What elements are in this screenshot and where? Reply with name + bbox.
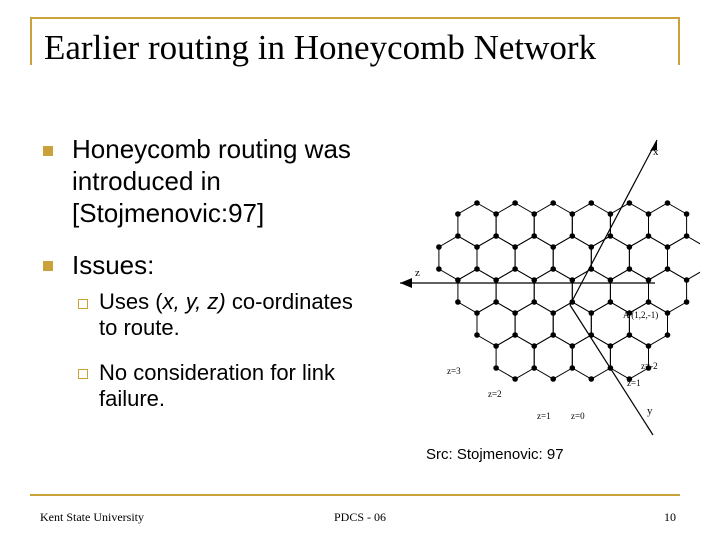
honeycomb-cell: [496, 203, 534, 247]
honeycomb-node: [608, 211, 614, 217]
honeycomb-node: [455, 233, 461, 239]
honeycomb-cell: [439, 236, 477, 280]
honeycomb-node: [512, 310, 518, 316]
honeycomb-node: [684, 211, 690, 217]
honeycomb-cell: [649, 269, 687, 313]
honeycomb-node: [684, 277, 690, 283]
honeycomb-node: [665, 266, 671, 272]
honeycomb-cell: [591, 236, 629, 280]
title-frame-right: [678, 17, 680, 65]
honeycomb-node: [570, 343, 576, 349]
slide-title: Earlier routing in Honeycomb Network: [44, 28, 597, 67]
honeycomb-node: [455, 211, 461, 217]
honeycomb-node: [608, 233, 614, 239]
honeycomb-node: [531, 233, 537, 239]
honeycomb-node: [474, 332, 480, 338]
honeycomb-cell: [534, 203, 572, 247]
point-a-label: A (1,2,-1): [623, 310, 659, 320]
honeycomb-figure: [395, 135, 700, 440]
honeycomb-node: [589, 244, 595, 250]
footer-divider: [30, 494, 680, 496]
coordinate-axes: [400, 140, 657, 435]
honeycomb-cell: [610, 269, 648, 313]
honeycomb-cell: [629, 302, 667, 346]
honeycomb-node: [531, 299, 537, 305]
honeycomb-node: [493, 233, 499, 239]
bullet-text-issues: Issues:: [72, 250, 155, 280]
honeycomb-node: [646, 299, 652, 305]
honeycomb-node: [531, 211, 537, 217]
honeycomb-node: [550, 310, 556, 316]
honeycomb-cell: [496, 269, 534, 313]
honeycomb-cell: [458, 203, 496, 247]
sub-bullet-coordinates-em: x, y, z): [162, 289, 226, 314]
honeycomb-cell: [515, 236, 553, 280]
honeycomb-node: [608, 299, 614, 305]
honeycomb-node: [570, 233, 576, 239]
page-number: 10: [664, 510, 676, 524]
honeycomb-node: [608, 277, 614, 283]
honeycomb-node: [665, 310, 671, 316]
honeycomb-node: [646, 233, 652, 239]
honeycomb-cell: [610, 335, 648, 379]
bullet-text-routing: Honeycomb routing was introduced in [Stojmenovic:97]: [72, 134, 351, 228]
honeycomb-node: [455, 299, 461, 305]
honeycomb-node: [684, 233, 690, 239]
z-axis-label: z: [415, 267, 420, 279]
honeycomb-node: [512, 332, 518, 338]
honeycomb-nodes: [436, 200, 700, 382]
honeycomb-node: [665, 200, 671, 206]
honeycomb-cell: [553, 236, 591, 280]
hollow-square-bullet-icon: [78, 369, 88, 379]
honeycomb-node: [627, 266, 633, 272]
line-label-z0: z=0: [571, 411, 585, 421]
line-label-z1-bottom: z=1: [537, 411, 551, 421]
honeycomb-node: [550, 244, 556, 250]
honeycomb-node: [455, 277, 461, 283]
honeycomb-node: [493, 343, 499, 349]
honeycomb-node: [627, 332, 633, 338]
honeycomb-node: [474, 310, 480, 316]
honeycomb-node: [589, 310, 595, 316]
honeycomb-node: [493, 211, 499, 217]
honeycomb-cell: [572, 335, 610, 379]
y-axis-label: y: [647, 405, 653, 417]
honeycomb-cell: [477, 302, 515, 346]
footer-course: PDCS - 06: [334, 510, 387, 524]
honeycomb-node: [436, 244, 442, 250]
honeycomb-node: [589, 376, 595, 382]
honeycomb-node: [550, 376, 556, 382]
honeycomb-node: [474, 244, 480, 250]
line-label-z-minus2: z=-2: [641, 361, 658, 371]
honeycomb-node: [550, 200, 556, 206]
line-label-z1-right: z=1: [627, 378, 641, 388]
honeycomb-cell: [629, 236, 667, 280]
honeycomb-node: [684, 299, 690, 305]
honeycomb-node: [646, 211, 652, 217]
x-axis-line: [570, 140, 657, 305]
honeycomb-cell: [458, 269, 496, 313]
honeycomb-node: [512, 266, 518, 272]
honeycomb-cell: [515, 302, 553, 346]
honeycomb-node: [589, 200, 595, 206]
line-label-z3: z=3: [447, 366, 461, 376]
honeycomb-node: [570, 211, 576, 217]
honeycomb-node: [608, 343, 614, 349]
honeycomb-cell: [534, 335, 572, 379]
footer-institution: Kent State University: [40, 510, 144, 524]
honeycomb-cell: [610, 203, 648, 247]
honeycomb-cell: [649, 203, 687, 247]
sub-bullet-coordinates-b: co-ordinates to route.: [99, 289, 353, 340]
honeycomb-cell: [668, 236, 701, 280]
honeycomb-node: [512, 244, 518, 250]
sub-bullet-coordinates: [99, 289, 369, 341]
square-bullet-icon: [43, 261, 53, 271]
honeycomb-cell: [477, 236, 515, 280]
honeycomb-node: [512, 200, 518, 206]
honeycomb-cell: [591, 302, 629, 346]
honeycomb-cell: [534, 269, 572, 313]
honeycomb-node: [665, 332, 671, 338]
honeycomb-cell: [496, 335, 534, 379]
honeycomb-node: [646, 277, 652, 283]
x-axis-label: x: [653, 146, 659, 158]
honeycomb-node: [493, 365, 499, 371]
honeycomb-node: [474, 200, 480, 206]
honeycomb-node: [550, 266, 556, 272]
sub-bullet-coordinates-a: Uses (: [99, 289, 163, 314]
honeycomb-node: [512, 376, 518, 382]
honeycomb-node: [436, 266, 442, 272]
honeycomb-node: [493, 277, 499, 283]
honeycomb-node: [646, 343, 652, 349]
z-arrow-icon: [400, 278, 412, 288]
honeycomb-node: [531, 365, 537, 371]
title-frame-left: [30, 17, 32, 65]
honeycomb-node: [570, 365, 576, 371]
title-frame-top: [30, 17, 680, 19]
honeycomb-hexagons: [439, 203, 700, 379]
hollow-square-bullet-icon: [78, 299, 88, 309]
honeycomb-node: [474, 266, 480, 272]
honeycomb-node: [627, 200, 633, 206]
honeycomb-node: [493, 299, 499, 305]
honeycomb-node: [531, 343, 537, 349]
sub-bullet-link-failure: No consideration for link failure.: [99, 360, 336, 411]
honeycomb-node: [550, 332, 556, 338]
honeycomb-node: [627, 244, 633, 250]
line-label-z2: z=2: [488, 389, 502, 399]
figure-source: Src: Stojmenovic: 97: [426, 446, 564, 463]
square-bullet-icon: [43, 146, 53, 156]
honeycomb-node: [531, 277, 537, 283]
honeycomb-node: [665, 244, 671, 250]
honeycomb-node: [570, 277, 576, 283]
